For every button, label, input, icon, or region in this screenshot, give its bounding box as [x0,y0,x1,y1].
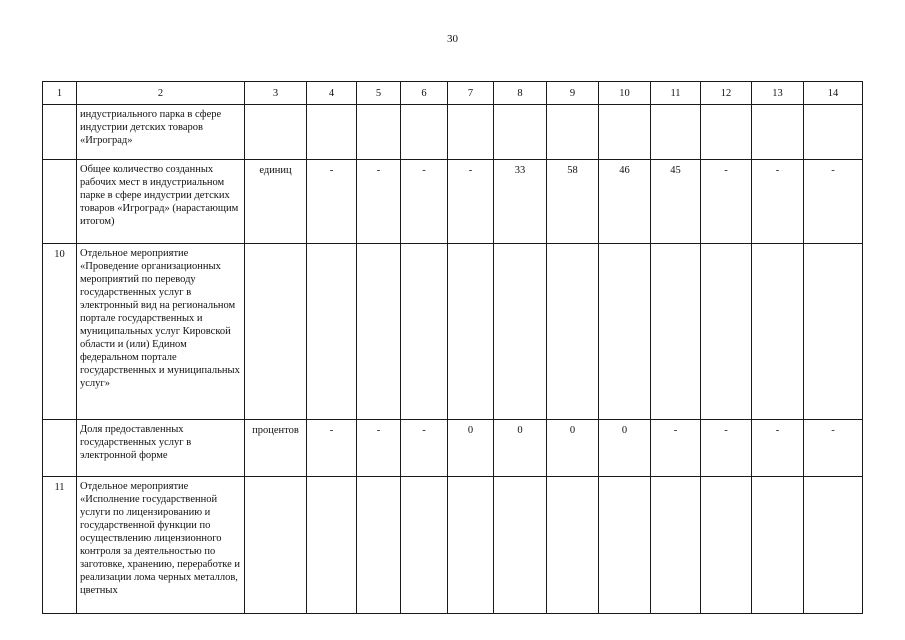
row-number [43,105,77,160]
table-row [43,477,863,614]
row-name: индустриального парка в сфере индустрии детских товаров «Игроград» [77,105,245,160]
row-value: - [651,420,701,477]
row-value: - [701,420,752,477]
table-row [43,244,863,420]
row-value: 45 [651,160,701,244]
row-value [494,244,547,420]
row-value [547,477,599,614]
row-value: 58 [547,160,599,244]
indicators-table [42,81,863,614]
row-value: - [357,420,401,477]
row-value: - [448,160,494,244]
row-value: - [752,420,804,477]
row-value [448,244,494,420]
row-value [401,477,448,614]
row-value [357,105,401,160]
row-value: 0 [599,420,651,477]
column-header: 14 [804,82,863,105]
row-value [401,105,448,160]
row-value [307,244,357,420]
row-value [357,477,401,614]
row-number: 11 [43,477,77,614]
page-number: 30 [447,33,458,45]
row-value [448,105,494,160]
table-row [43,160,863,244]
row-name: Отдельное мероприятие «Проведение организационных мероприятий по переводу государственных услуг в электронный вид на региональном портале государственных и муниципальных услуг Кировской области и (или) Едином федеральном портале государственных и муниципальных услуг» [77,244,245,420]
row-name: Доля предоставленных государственных услуг в электронной форме [77,420,245,477]
column-header: 4 [307,82,357,105]
column-header: 7 [448,82,494,105]
row-value [701,105,752,160]
table-row [43,105,863,160]
row-value [651,244,701,420]
column-header: 2 [77,82,245,105]
row-value [701,477,752,614]
row-value [599,105,651,160]
column-header: 3 [245,82,307,105]
column-header: 6 [401,82,448,105]
row-value: - [804,160,863,244]
row-value: 46 [599,160,651,244]
row-value [804,477,863,614]
row-value [701,244,752,420]
table-row [43,420,863,477]
row-value [804,105,863,160]
row-name: Отдельное мероприятие «Исполнение государственной услуги по лицензированию и государственной функции по осуществлению лицензионного контроля за деятельностью по заготовке, хранению, переработке и реализации лома черных металлов, цветных [77,477,245,614]
row-value: 0 [547,420,599,477]
row-value: - [307,160,357,244]
row-value: 33 [494,160,547,244]
row-value [357,244,401,420]
column-header: 10 [599,82,651,105]
row-value [307,105,357,160]
row-value [494,477,547,614]
row-unit [245,244,307,420]
row-number [43,420,77,477]
column-header: 13 [752,82,804,105]
row-unit [245,105,307,160]
row-number [43,160,77,244]
row-value: - [752,160,804,244]
row-value: - [701,160,752,244]
row-number: 10 [43,244,77,420]
row-value [494,105,547,160]
row-value: - [357,160,401,244]
row-value [752,477,804,614]
row-value [651,105,701,160]
table-header-row [43,82,863,105]
row-value [651,477,701,614]
column-header: 12 [701,82,752,105]
row-unit [245,477,307,614]
row-value [547,244,599,420]
row-value [599,477,651,614]
row-value: 0 [494,420,547,477]
row-value [448,477,494,614]
row-unit: процентов [245,420,307,477]
row-value [752,105,804,160]
row-value [752,244,804,420]
column-header: 11 [651,82,701,105]
row-value [307,477,357,614]
column-header: 8 [494,82,547,105]
row-value [547,105,599,160]
column-header: 9 [547,82,599,105]
row-value [599,244,651,420]
row-value [804,244,863,420]
row-unit: единиц [245,160,307,244]
row-value: - [307,420,357,477]
column-header: 5 [357,82,401,105]
row-value: - [804,420,863,477]
row-value: 0 [448,420,494,477]
row-value [401,244,448,420]
column-header: 1 [43,82,77,105]
row-value: - [401,420,448,477]
row-value: - [401,160,448,244]
row-name: Общее количество созданных рабочих мест в индустриальном парке в сфере индустрии детских товаров «Игроград» (нарастающим итогом) [77,160,245,244]
